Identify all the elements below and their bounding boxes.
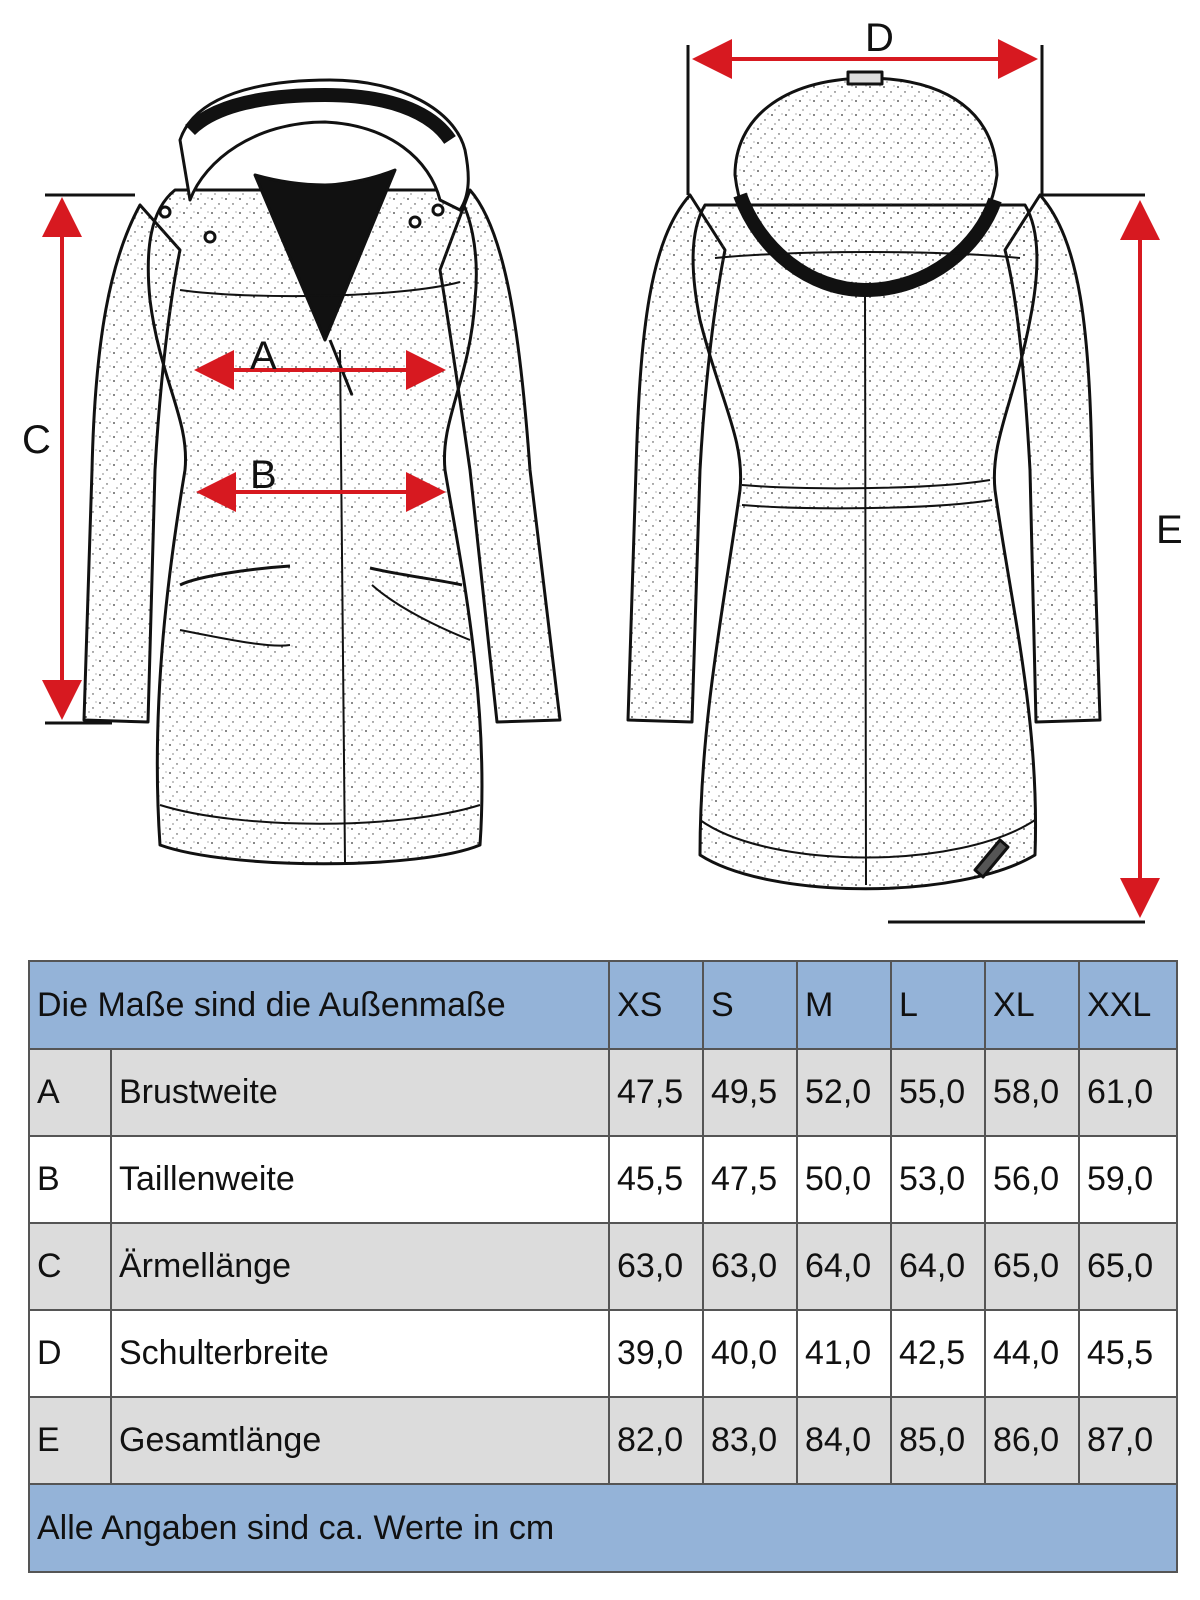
table-cell: 56,0 [985,1136,1079,1223]
table-cell: 53,0 [891,1136,985,1223]
table-row [29,1223,1177,1310]
table-cell: 63,0 [703,1223,797,1310]
measurement-name: Brustweite [111,1049,609,1136]
table-footer-row [29,1484,1177,1572]
table-cell: 49,5 [703,1049,797,1136]
table-cell: 41,0 [797,1310,891,1397]
table-cell: 42,5 [891,1310,985,1397]
table-cell: 83,0 [703,1397,797,1484]
measurement-code: C [29,1223,111,1310]
table-cell: 50,0 [797,1136,891,1223]
table-cell: 65,0 [985,1223,1079,1310]
jacket-back-icon [628,72,1100,889]
table-cell: 63,0 [609,1223,703,1310]
table-cell: 84,0 [797,1397,891,1484]
measurement-name: Ärmellänge [111,1223,609,1310]
table-header-title: Die Maße sind die Außenmaße [29,961,609,1049]
table-row [29,1136,1177,1223]
table-cell: 45,5 [1079,1310,1177,1397]
table-cell: 39,0 [609,1310,703,1397]
dimension-label-d: D [865,16,894,60]
table-row [29,1397,1177,1484]
jacket-front-icon [84,80,560,864]
dimension-label-e: E [1156,508,1183,552]
size-header-xl: XL [985,961,1079,1049]
measurement-name: Taillenweite [111,1136,609,1223]
measurement-code: B [29,1136,111,1223]
table-row [29,1310,1177,1397]
size-header-m: M [797,961,891,1049]
table-cell: 87,0 [1079,1397,1177,1484]
footer-note: Alle Angaben sind ca. Werte in cm [29,1484,1177,1572]
table-cell: 86,0 [985,1397,1079,1484]
table-cell: 52,0 [797,1049,891,1136]
table-cell: 59,0 [1079,1136,1177,1223]
dimension-label-a: A [250,334,277,378]
table-cell: 40,0 [703,1310,797,1397]
table-cell: 85,0 [891,1397,985,1484]
measurement-code: D [29,1310,111,1397]
size-header-l: L [891,961,985,1049]
table-cell: 55,0 [891,1049,985,1136]
dimension-label-c: C [22,418,51,462]
measurement-name: Schulterbreite [111,1310,609,1397]
size-header-xs: XS [609,961,703,1049]
table-cell: 64,0 [797,1223,891,1310]
table-cell: 47,5 [703,1136,797,1223]
table-cell: 82,0 [609,1397,703,1484]
table-row [29,1049,1177,1136]
table-cell: 61,0 [1079,1049,1177,1136]
size-header-xxl: XXL [1079,961,1177,1049]
table-cell: 65,0 [1079,1223,1177,1310]
size-header-s: S [703,961,797,1049]
table-cell: 45,5 [609,1136,703,1223]
table-cell: 44,0 [985,1310,1079,1397]
table-header-row [29,961,1177,1049]
size-table [28,960,1178,1573]
table-cell: 47,5 [609,1049,703,1136]
measurement-name: Gesamtlänge [111,1397,609,1484]
table-cell: 64,0 [891,1223,985,1310]
table-cell: 58,0 [985,1049,1079,1136]
measurement-code: E [29,1397,111,1484]
dimension-label-b: B [250,453,277,497]
measurement-code: A [29,1049,111,1136]
size-chart [28,960,1176,1573]
